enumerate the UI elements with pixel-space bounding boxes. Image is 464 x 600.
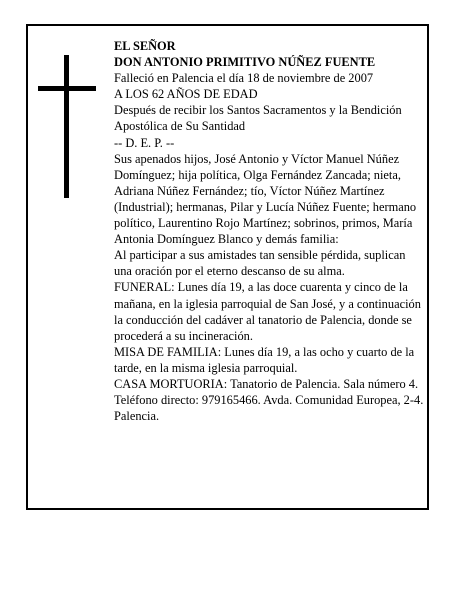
title-line-1: EL SEÑOR [114,39,176,53]
family-mass-paragraph: MISA DE FAMILIA: Lunes día 19, a las ocho y cuarto de la tarde, en la misma iglesia parroquial. [114,344,415,375]
mortuary-paragraph: CASA MORTUORIA: Tanatorio de Palencia. Sala número 4. Teléfono directo: 979165466. Avda. Comunidad Europea, 2-4. Palencia. [114,376,424,424]
age-line: A LOS 62 AÑOS DE EDAD [114,87,258,102]
family-paragraph: Sus apenados hijos, José Antonio y Víctor Manuel Núñez Domínguez; hija política, Olga Fernández Zancada; nieta, Adriana Núñez Fernández; tío, Víctor Núñez Martínez (Industrial); hermanas, Pilar y Lucía Núñez Fuente; hermano político, Laurentino Rojo Martínez; sobrinos, primos, María Antonia Domínguez Blanco y demás familia: [114,151,417,247]
deceased-name: DON ANTONIO PRIMITIVO NÚÑEZ FUENTE [114,55,376,70]
cross-icon [64,55,69,198]
obituary-text [114,38,424,424]
funeral-paragraph: FUNERAL: Lunes día 19, a las doce cuarenta y cinco de la mañana, en la iglesia parroquial de San José, y a continuación la conducción del cadáver al tanatorio de Palencia, donde se procederá a su incineración. [114,280,421,343]
request-paragraph: Al participar a sus amistades tan sensible pérdida, suplican una oración por el eterno descanso de su alma. [114,248,406,279]
cross-icon-crossbar [38,86,96,91]
sacraments-line: Después de recibir los Santos Sacramentos y la Bendición Apostólica de Su Santidad [114,103,402,134]
rip-line: -- D. E. P. -- [114,135,175,150]
death-info: Falleció en Palencia el día 18 de noviembre de 2007 [114,71,374,86]
